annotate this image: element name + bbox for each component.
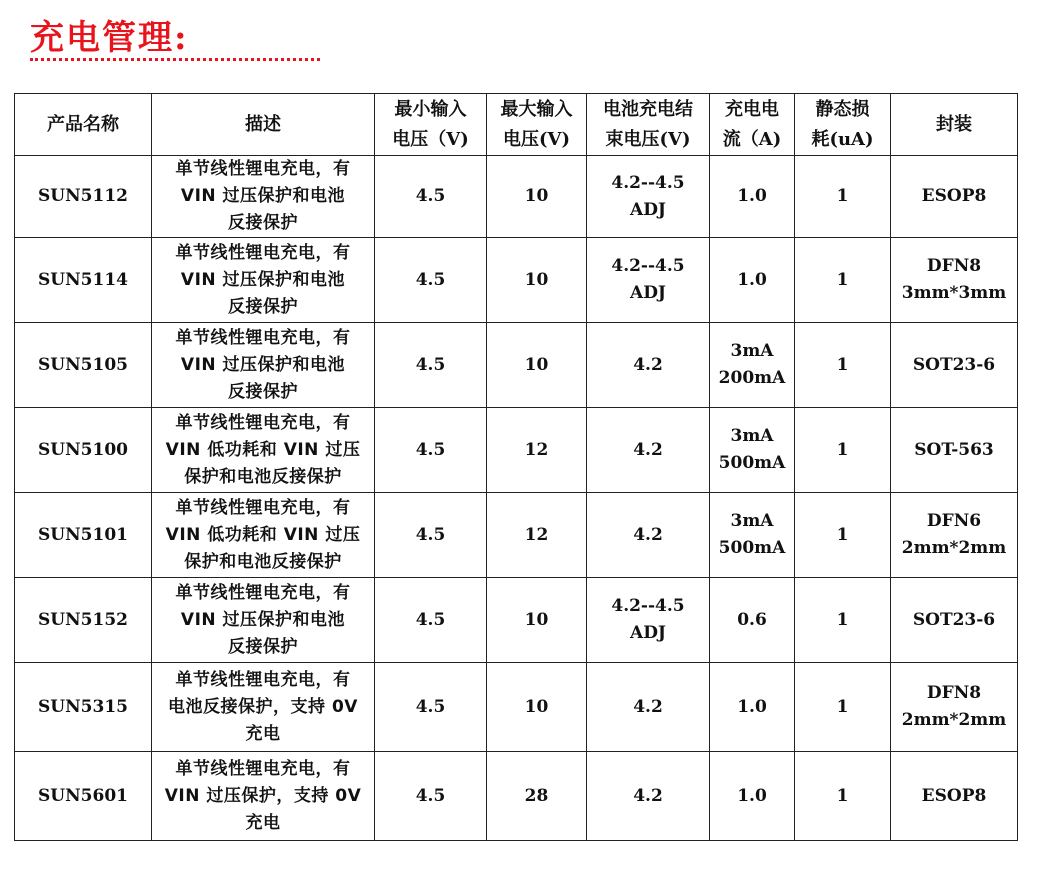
description-cell — [152, 752, 375, 841]
description-cell — [152, 408, 375, 493]
table-body — [15, 156, 1018, 841]
max-input-voltage-cell-line: 10 — [524, 696, 549, 717]
end-voltage-cell — [587, 408, 710, 493]
end-voltage-cell-line: ADJ — [630, 283, 666, 303]
quiescent-current-cell-line: 1 — [836, 186, 849, 206]
end-voltage-cell-line: 4.2--4.5 — [611, 596, 685, 616]
package-cell-line: DFN6 — [926, 511, 982, 531]
package-cell — [891, 752, 1018, 841]
charge-current-cell-line: 3mA — [730, 341, 774, 361]
min-input-voltage-cell-line: 4.5 — [415, 354, 446, 375]
package-cell-line: SOT23-6 — [912, 609, 996, 630]
description-cell-line: VIN 低功耗和 VIN 过压 — [165, 439, 361, 460]
description-cell-line: 单节线性锂电充电，有 — [175, 159, 351, 179]
end-voltage-cell-line: 4.2 — [633, 696, 663, 717]
quiescent-current-cell-line: 1 — [836, 785, 849, 806]
max-input-voltage-cell-line: 12 — [524, 524, 549, 545]
product-name-cell — [15, 493, 152, 578]
product-name-cell — [15, 238, 152, 323]
min-input-voltage-cell-line: 4.5 — [415, 524, 446, 545]
description-cell-line: 单节线性锂电充电，有 — [175, 582, 351, 603]
quiescent-current-cell-line: 1 — [836, 354, 849, 375]
column-header-line: 描述 — [245, 113, 281, 135]
package-cell — [891, 238, 1018, 323]
description-cell-line: 保护和电池反接保护 — [184, 466, 342, 487]
charge-current-cell-line: 500mA — [718, 453, 786, 473]
quiescent-current-cell — [795, 752, 891, 841]
max-input-voltage-cell — [487, 663, 587, 752]
table-row — [15, 493, 1018, 578]
max-input-voltage-cell-line: 12 — [524, 439, 549, 460]
column-header — [587, 94, 710, 156]
min-input-voltage-cell — [375, 493, 487, 578]
column-header-line: 电压（V) — [392, 128, 469, 150]
title-underline — [30, 58, 320, 61]
quiescent-current-cell — [795, 493, 891, 578]
column-header-line: 束电压(V) — [605, 128, 691, 150]
product-name-cell-line: SUN5101 — [38, 524, 128, 545]
charge-current-cell-line: 1.0 — [737, 785, 767, 806]
table-row — [15, 663, 1018, 752]
description-cell-line: 保护和电池反接保护 — [184, 551, 342, 572]
package-cell-line: 3mm*3mm — [901, 283, 1007, 303]
description-cell-line: VIN 过压保护和电池 — [180, 269, 346, 290]
max-input-voltage-cell-line: 10 — [524, 609, 549, 630]
column-header-line: 电池充电结 — [603, 98, 693, 120]
charge-current-cell — [710, 323, 795, 408]
charge-current-cell — [710, 663, 795, 752]
end-voltage-cell — [587, 493, 710, 578]
end-voltage-cell-line: 4.2--4.5 — [611, 256, 685, 276]
column-header-line: 耗(uA) — [811, 128, 874, 150]
quiescent-current-cell — [795, 408, 891, 493]
description-cell-line: 单节线性锂电充电，有 — [175, 497, 351, 518]
quiescent-current-cell — [795, 156, 891, 238]
quiescent-current-cell — [795, 238, 891, 323]
product-name-cell-line: SUN5114 — [38, 269, 128, 290]
max-input-voltage-cell — [487, 323, 587, 408]
package-cell-line: 2mm*2mm — [901, 538, 1007, 558]
description-cell-line: 电池反接保护，支持 0V — [168, 696, 358, 717]
charge-current-cell-line: 1.0 — [737, 186, 767, 206]
quiescent-current-cell — [795, 663, 891, 752]
product-name-cell — [15, 156, 152, 238]
column-header-line: 封装 — [936, 113, 972, 135]
product-name-cell — [15, 408, 152, 493]
column-header — [15, 94, 152, 156]
max-input-voltage-cell — [487, 493, 587, 578]
table-row — [15, 408, 1018, 493]
end-voltage-cell-line: 4.2 — [633, 439, 663, 460]
table-row — [15, 578, 1018, 663]
description-cell-line: 单节线性锂电充电，有 — [175, 242, 351, 263]
package-cell-line: DFN8 — [926, 256, 982, 276]
description-cell — [152, 663, 375, 752]
product-name-cell — [15, 663, 152, 752]
description-cell-line: 充电 — [245, 723, 281, 744]
charge-current-cell-line: 1.0 — [737, 696, 767, 717]
description-cell-line: 反接保护 — [228, 296, 298, 317]
quiescent-current-cell-line: 1 — [836, 609, 849, 630]
max-input-voltage-cell — [487, 408, 587, 493]
charge-current-cell-line: 3mA — [730, 511, 774, 531]
max-input-voltage-cell-line: 28 — [524, 785, 549, 806]
package-cell-line: DFN8 — [926, 683, 982, 703]
column-header — [710, 94, 795, 156]
charge-current-cell-line: 500mA — [718, 538, 786, 558]
description-cell-line: VIN 低功耗和 VIN 过压 — [165, 524, 361, 545]
min-input-voltage-cell — [375, 323, 487, 408]
product-name-cell-line: SUN5105 — [38, 354, 128, 375]
charge-current-cell — [710, 238, 795, 323]
product-name-cell — [15, 578, 152, 663]
package-cell-line: 2mm*2mm — [901, 710, 1007, 730]
column-header-line: 电压(V) — [503, 128, 570, 150]
table-row — [15, 238, 1018, 323]
end-voltage-cell — [587, 752, 710, 841]
description-cell — [152, 156, 375, 238]
charge-current-cell-line: 200mA — [718, 368, 786, 388]
description-cell-line: VIN 过压保护，支持 0V — [164, 785, 362, 806]
max-input-voltage-cell — [487, 578, 587, 663]
column-header — [487, 94, 587, 156]
max-input-voltage-cell — [487, 156, 587, 238]
column-header-line: 最大输入 — [500, 98, 573, 120]
description-cell-line: VIN 过压保护和电池 — [180, 609, 346, 630]
charge-current-cell — [710, 156, 795, 238]
quiescent-current-cell — [795, 323, 891, 408]
product-name-cell-line: SUN5152 — [38, 609, 128, 630]
quiescent-current-cell — [795, 578, 891, 663]
column-header — [375, 94, 487, 156]
description-cell-line: 单节线性锂电充电，有 — [175, 669, 351, 690]
quiescent-current-cell-line: 1 — [836, 524, 849, 545]
product-name-cell — [15, 323, 152, 408]
description-cell-line: 反接保护 — [228, 381, 298, 402]
end-voltage-cell-line: ADJ — [630, 623, 666, 643]
product-name-cell-line: SUN5601 — [38, 785, 128, 806]
description-cell-line: 反接保护 — [228, 636, 298, 657]
end-voltage-cell-line: ADJ — [630, 199, 666, 220]
end-voltage-cell — [587, 323, 710, 408]
charge-current-cell-line: 1.0 — [737, 269, 767, 290]
end-voltage-cell-line: 4.2 — [633, 524, 663, 545]
description-cell-line: 充电 — [245, 812, 281, 833]
min-input-voltage-cell — [375, 752, 487, 841]
max-input-voltage-cell — [487, 752, 587, 841]
page-title: 充电管理: — [30, 18, 189, 58]
product-name-cell-line: SUN5100 — [38, 439, 128, 460]
package-cell — [891, 156, 1018, 238]
description-cell-line: 单节线性锂电充电，有 — [175, 412, 351, 433]
charge-current-cell — [710, 578, 795, 663]
end-voltage-cell-line: 4.2--4.5 — [611, 172, 685, 193]
quiescent-current-cell-line: 1 — [836, 439, 849, 460]
product-name-cell — [15, 752, 152, 841]
column-header-line: 产品名称 — [47, 113, 119, 135]
min-input-voltage-cell-line: 4.5 — [415, 439, 446, 460]
package-cell-line: SOT-563 — [914, 439, 994, 460]
product-name-cell-line: SUN5112 — [38, 186, 128, 206]
min-input-voltage-cell-line: 4.5 — [415, 186, 446, 206]
end-voltage-cell — [587, 156, 710, 238]
table-row — [15, 752, 1018, 841]
product-table — [14, 93, 1018, 841]
description-cell — [152, 578, 375, 663]
package-cell-line: ESOP8 — [921, 785, 987, 806]
min-input-voltage-cell-line: 4.5 — [415, 785, 446, 806]
charge-current-cell-line: 3mA — [730, 426, 774, 446]
column-header — [891, 94, 1018, 156]
description-cell-line: VIN 过压保护和电池 — [180, 354, 346, 375]
description-cell-line: 单节线性锂电充电，有 — [175, 327, 351, 348]
end-voltage-cell — [587, 238, 710, 323]
package-cell — [891, 493, 1018, 578]
column-header-line: 充电电 — [725, 98, 779, 120]
column-header — [795, 94, 891, 156]
description-cell — [152, 493, 375, 578]
end-voltage-cell — [587, 663, 710, 752]
min-input-voltage-cell-line: 4.5 — [415, 696, 446, 717]
table-row — [15, 323, 1018, 408]
max-input-voltage-cell — [487, 238, 587, 323]
column-header-line: 静态损 — [815, 98, 870, 120]
description-cell-line: 单节线性锂电充电，有 — [175, 758, 351, 779]
min-input-voltage-cell — [375, 238, 487, 323]
min-input-voltage-cell — [375, 663, 487, 752]
package-cell — [891, 408, 1018, 493]
max-input-voltage-cell-line: 10 — [524, 186, 549, 206]
product-name-cell-line: SUN5315 — [38, 696, 128, 717]
package-cell — [891, 323, 1018, 408]
min-input-voltage-cell-line: 4.5 — [415, 609, 446, 630]
charge-current-cell-line: 0.6 — [737, 609, 767, 630]
description-cell-line: VIN 过压保护和电池 — [180, 186, 346, 206]
package-cell — [891, 663, 1018, 752]
charge-current-cell — [710, 752, 795, 841]
package-cell — [891, 578, 1018, 663]
min-input-voltage-cell — [375, 156, 487, 238]
charge-current-cell — [710, 408, 795, 493]
min-input-voltage-cell — [375, 408, 487, 493]
max-input-voltage-cell-line: 10 — [524, 269, 549, 290]
description-cell — [152, 323, 375, 408]
description-cell-line: 反接保护 — [228, 213, 298, 233]
column-header-line: 最小输入 — [394, 98, 467, 120]
end-voltage-cell-line: 4.2 — [633, 785, 663, 806]
column-header-line: 流（A) — [722, 128, 782, 150]
min-input-voltage-cell-line: 4.5 — [415, 269, 446, 290]
end-voltage-cell-line: 4.2 — [633, 354, 663, 375]
max-input-voltage-cell-line: 10 — [524, 354, 549, 375]
package-cell-line: SOT23-6 — [912, 354, 996, 375]
column-header — [152, 94, 375, 156]
end-voltage-cell — [587, 578, 710, 663]
description-cell — [152, 238, 375, 323]
charge-current-cell — [710, 493, 795, 578]
package-cell-line: ESOP8 — [921, 186, 987, 206]
min-input-voltage-cell — [375, 578, 487, 663]
table-row — [15, 156, 1018, 238]
quiescent-current-cell-line: 1 — [836, 696, 849, 717]
header-row — [15, 94, 1018, 156]
quiescent-current-cell-line: 1 — [836, 269, 849, 290]
